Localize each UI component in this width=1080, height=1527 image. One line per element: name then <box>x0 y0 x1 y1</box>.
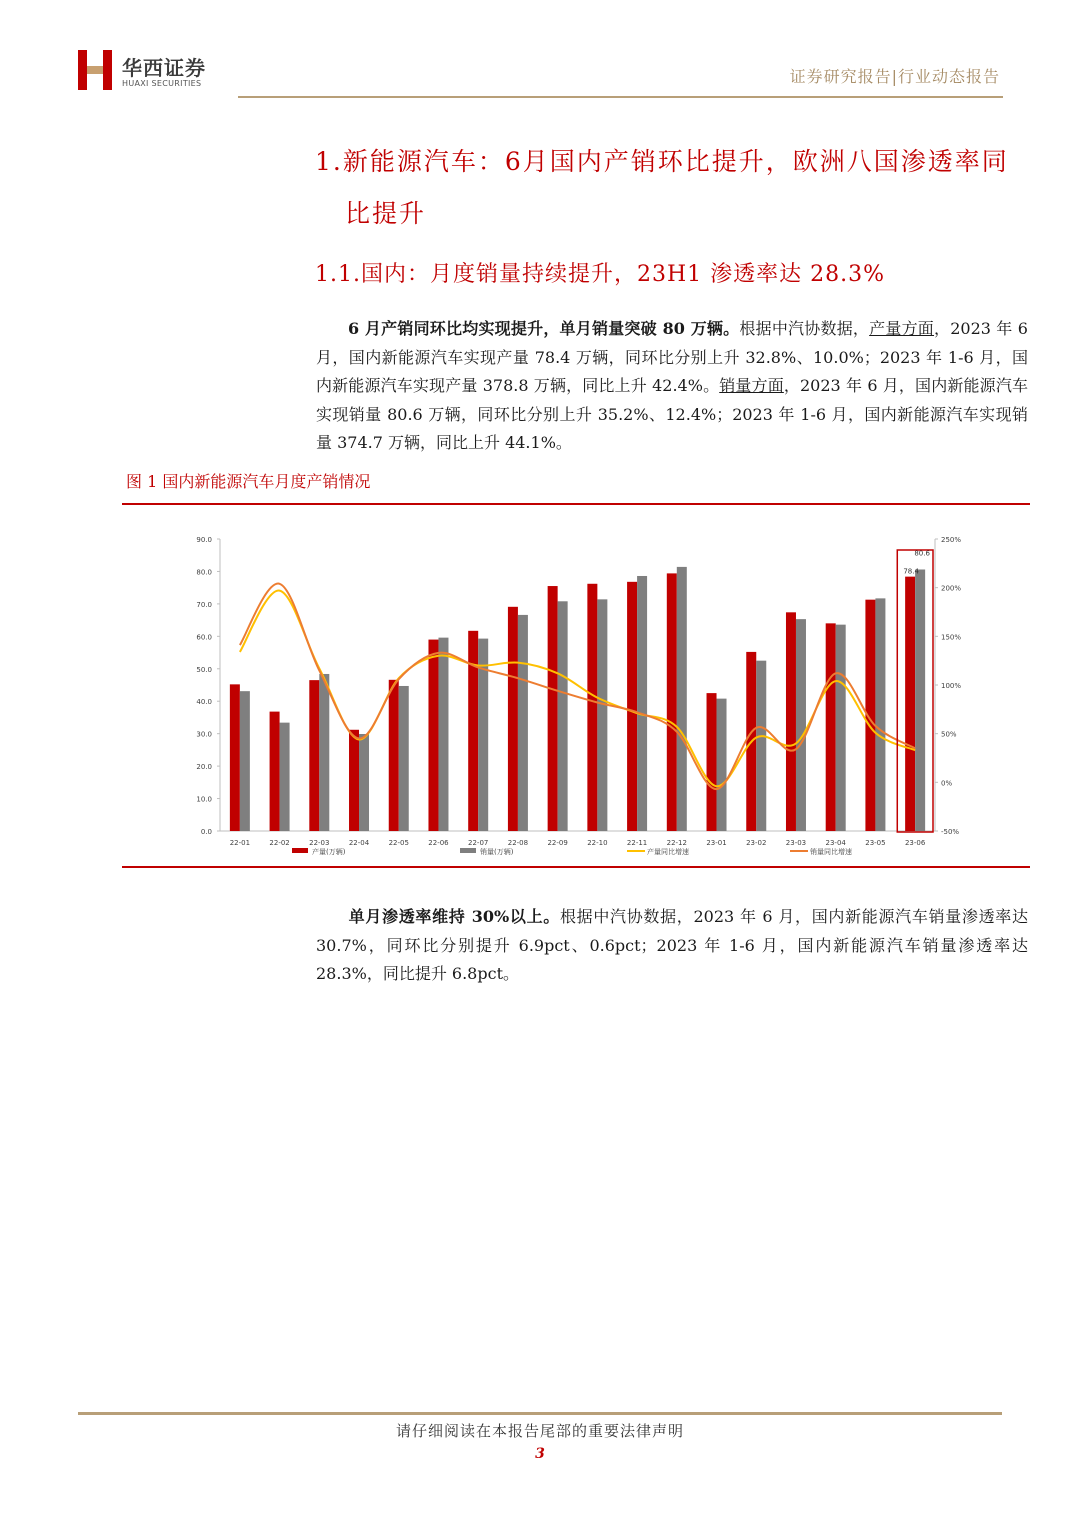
lead-part: 30% <box>471 907 510 926</box>
line-production-yoy <box>240 590 915 786</box>
underline-phrase: 销量方面 <box>719 376 784 395</box>
legend-swatch <box>292 848 308 853</box>
x-tick-label: 23-03 <box>785 839 807 847</box>
x-tick-label: 22-07 <box>468 839 489 847</box>
left-tick-label: 10.0 <box>196 795 212 804</box>
x-tick-label: 22-05 <box>388 839 409 847</box>
bar-sales <box>875 598 885 831</box>
subsection-heading: 1.1.国内：月度销量持续提升，23H1 渗透率达 28.3% <box>315 262 886 287</box>
left-tick-label: 40.0 <box>196 698 212 707</box>
right-tick-label: 200% <box>941 584 962 593</box>
bar-production <box>349 730 359 831</box>
bar-production <box>707 693 717 831</box>
right-tick-label: -50% <box>941 828 960 836</box>
legend-label: 产量(万辆) <box>312 848 346 856</box>
legend-label: 销量(万辆) <box>480 848 514 856</box>
bar-sales <box>677 567 687 831</box>
bar-production <box>627 582 637 831</box>
huaxi-logo-mark <box>78 50 112 90</box>
bar-production <box>468 631 478 831</box>
bar-production <box>309 680 319 831</box>
x-tick-label: 22-03 <box>309 839 330 847</box>
logo-name-cn: 华西证券 <box>122 56 206 80</box>
left-tick-label: 80.0 <box>196 568 212 577</box>
x-tick-label: 22-08 <box>507 839 529 847</box>
right-tick-label: 250% <box>941 536 962 544</box>
bar-production <box>587 584 597 831</box>
annotation-sales: 80.6 <box>914 549 930 558</box>
figure-bottom-rule <box>122 866 1030 868</box>
paragraph-text: ，2023 年 6 月，国内新能源汽车实现产量 78.4 万辆，同环比分别上升 32.8%、10.0%；2023 年 1-6 月，国内新能源汽车实现产量 378.8 万辆，同比上升 42.4%。 <box>316 319 1028 395</box>
section-heading-line2: 比提升 <box>345 199 427 228</box>
paragraph-penetration <box>316 903 1028 989</box>
bar-sales <box>558 601 568 831</box>
bar-sales <box>597 599 607 831</box>
bar-production <box>270 712 280 831</box>
bar-production <box>826 623 836 831</box>
legend-label: 产量同比增速 <box>647 848 689 856</box>
paragraph-production-sales <box>316 315 1028 458</box>
lead-part: 以上。 <box>509 907 560 926</box>
bar-production <box>786 612 796 831</box>
bar-sales <box>915 569 925 831</box>
footer-disclaimer: 请仔细阅读在本报告尾部的重要法律声明 <box>395 1422 684 1440</box>
x-tick-label: 22-12 <box>666 839 687 847</box>
right-tick-label: 50% <box>941 730 957 739</box>
bar-production <box>428 640 438 831</box>
x-tick-label: 23-06 <box>904 839 926 847</box>
x-tick-label: 23-01 <box>706 839 727 847</box>
left-tick-label: 60.0 <box>196 633 212 642</box>
bar-production <box>667 573 677 831</box>
bar-sales <box>359 734 369 831</box>
x-tick-label: 22-09 <box>547 839 568 847</box>
x-tick-label: 22-10 <box>587 839 608 847</box>
left-tick-label: 20.0 <box>196 763 212 772</box>
bar-sales <box>240 691 250 831</box>
bar-sales <box>280 723 290 831</box>
production-sales-chart <box>122 508 1030 864</box>
underline-phrase: 产量方面 <box>869 319 935 338</box>
bar-sales <box>796 619 806 831</box>
bar-sales <box>399 686 409 831</box>
x-tick-label: 23-02 <box>746 839 767 847</box>
bar-sales <box>518 615 528 831</box>
paragraph-text: 根据中汽协数据， <box>739 319 870 338</box>
right-tick-label: 150% <box>941 633 962 642</box>
left-tick-label: 30.0 <box>196 730 212 739</box>
x-tick-label: 22-01 <box>229 839 251 847</box>
footer-divider <box>78 1412 1002 1415</box>
legend-swatch <box>460 848 476 853</box>
bar-production <box>548 586 558 831</box>
x-tick-label: 23-05 <box>865 839 886 847</box>
bar-sales <box>319 674 329 831</box>
left-tick-label: 0.0 <box>200 828 212 836</box>
header-divider <box>238 96 1003 98</box>
x-tick-label: 22-02 <box>269 839 290 847</box>
figure-top-rule <box>122 503 1030 505</box>
section-heading-line1: 1.新能源汽车：6月国内产销环比提升，欧洲八国渗透率同 <box>315 147 1009 176</box>
left-tick-label: 70.0 <box>196 600 212 609</box>
bar-sales <box>637 576 647 831</box>
paragraph-text: ，2023 年 6 月，国内新能源汽车实现销量 80.6 万辆，同环比分别上升 35.2%、12.4%；2023 年 1-6 月，国内新能源汽车实现销量 374.7 万辆，同比上升 44.1%。 <box>316 376 1028 452</box>
legend-label: 销量同比增速 <box>810 848 852 856</box>
paragraph-lead: 6 月产销同环比均实现提升，单月销量突破 80 万辆。 <box>348 319 740 338</box>
x-tick-label: 22-06 <box>428 839 449 847</box>
right-tick-label: 100% <box>941 682 962 690</box>
right-tick-label: 0% <box>941 779 953 788</box>
bar-sales <box>717 699 727 831</box>
left-tick-label: 90.0 <box>196 536 212 544</box>
logo-name-en: HUAXI SECURITIES <box>122 79 202 88</box>
annotation-production: 78.4 <box>903 567 919 576</box>
bar-production <box>389 680 399 831</box>
bar-production <box>905 577 915 831</box>
report-type-label: 证券研究报告|行业动态报告 <box>789 67 1000 86</box>
lead-part: 单月渗透率维持 <box>348 907 472 926</box>
bar-production <box>508 607 518 831</box>
left-tick-label: 50.0 <box>196 665 212 674</box>
x-tick-label: 22-11 <box>626 839 648 847</box>
bar-production <box>230 684 240 831</box>
bar-sales <box>438 638 448 831</box>
x-tick-label: 22-04 <box>348 839 370 847</box>
paragraph-text: 根据中汽协数据，2023 年 6 月，国内新能源汽车销量渗透率达 30.7%，同环比分别提升 6.9pct、0.6pct；2023 年 1-6 月，国内新能源汽车销量渗透率达 28.3%，同比提升 6.8pct。 <box>316 907 1028 983</box>
figure-title: 图 1 国内新能源汽车月度产销情况 <box>126 472 371 491</box>
x-tick-label: 23-04 <box>825 839 846 847</box>
bar-sales <box>756 661 766 831</box>
bar-sales <box>836 625 846 831</box>
page-number: 3 <box>535 1446 545 1462</box>
paragraph-lead <box>348 907 560 926</box>
